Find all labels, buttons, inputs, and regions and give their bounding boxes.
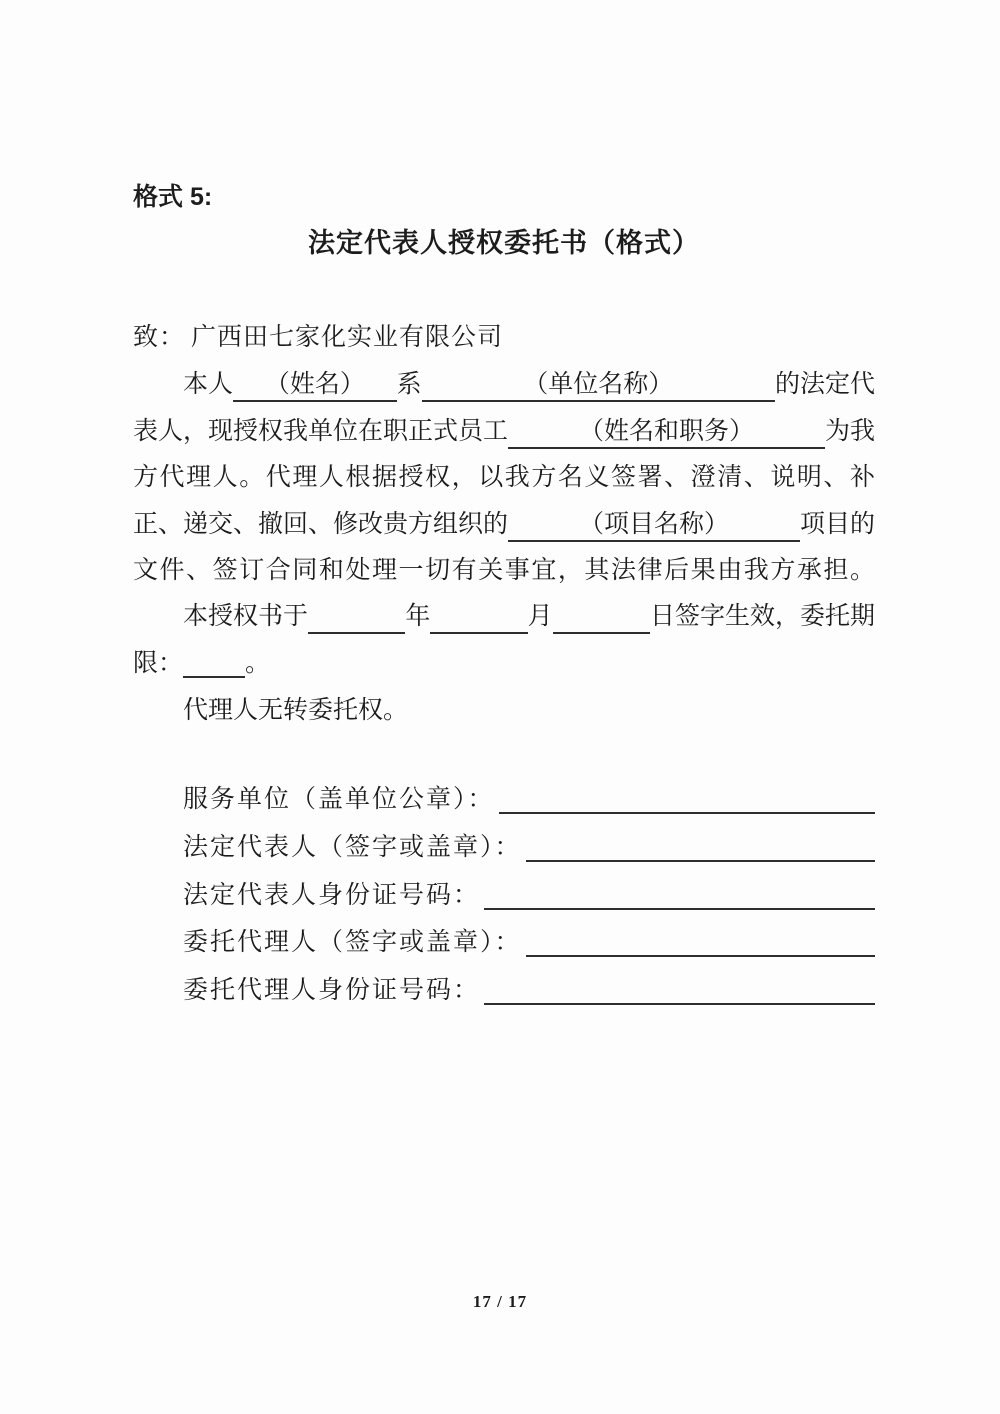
page-number: 17 / 17	[472, 1292, 528, 1311]
signature-label: 法定代表人（签字或盖章）：	[183, 833, 522, 861]
body-text: 限：	[133, 649, 184, 677]
body-text: 。	[245, 649, 271, 677]
year-blank	[308, 602, 405, 634]
signature-row-agent-sign	[133, 919, 875, 967]
day-blank	[553, 602, 650, 634]
project-name-blank-label: （项目名称）	[578, 510, 729, 538]
addressee-line	[133, 318, 875, 358]
entrust-period-line	[133, 641, 875, 688]
body-text: 的法定代	[774, 371, 875, 398]
unit-name-blank	[422, 370, 775, 402]
signature-underline	[484, 883, 875, 910]
period-blank	[183, 651, 245, 678]
name-blank-label: （姓名）	[264, 371, 365, 398]
signature-underline	[526, 835, 875, 862]
body-line-4	[133, 502, 875, 549]
signature-label: 委托代理人身份证号码：	[183, 977, 481, 1004]
signature-section	[133, 776, 875, 1015]
body-paragraph-effective-date	[133, 594, 875, 687]
body-text: 日签字生效，委托期	[649, 603, 875, 630]
no-subdelegation-paragraph	[133, 688, 875, 735]
body-line-3: 方代理人。代理人根据授权，以我方名义签署、澄清、说明、补	[133, 464, 875, 491]
body-text: 项目的	[799, 510, 875, 538]
name-title-blank-label: （姓名和职务）	[578, 417, 754, 445]
signature-row-legal-rep-id	[133, 872, 875, 920]
project-name-blank	[508, 510, 800, 542]
body-text: 本授权书于	[183, 603, 309, 630]
signature-row-legal-rep-sign	[133, 824, 875, 872]
body-line-2	[133, 409, 875, 456]
signature-label: 服务单位（盖单位公章）：	[183, 786, 495, 813]
signature-label: 法定代表人身份证号码：	[183, 881, 481, 909]
body-line-1	[133, 362, 875, 409]
body-text: 正、递交、撤回、修改贵方组织的	[133, 510, 509, 538]
addressee-company: 广西田七家化实业有限公司	[191, 324, 504, 351]
signature-underline	[526, 930, 875, 957]
month-blank	[430, 602, 527, 634]
name-blank	[233, 370, 397, 402]
document-title: 法定代表人授权委托书（格式）	[308, 228, 700, 258]
body-text: 系	[396, 371, 422, 398]
date-line	[133, 594, 875, 641]
body-text: 为我	[824, 417, 875, 445]
format-label: 格式 5:	[133, 183, 213, 211]
signature-row-service-unit	[133, 776, 875, 824]
name-title-blank	[508, 417, 825, 449]
body-paragraph-authorization	[133, 362, 875, 595]
signature-label: 委托代理人（签字或盖章）：	[183, 929, 522, 957]
year-label: 年	[405, 603, 431, 630]
signature-row-agent-id	[133, 967, 875, 1015]
signature-underline	[484, 978, 875, 1005]
addressee-prefix: 致：	[133, 324, 186, 351]
month-label: 月	[527, 603, 553, 630]
no-subdelegation-line: 代理人无转委托权。	[183, 697, 409, 724]
body-text: 本人	[183, 371, 234, 398]
unit-name-blank-label: （单位名称）	[523, 371, 674, 398]
signature-underline	[499, 787, 875, 814]
body-line-5: 文件、签订合同和处理一切有关事宜，其法律后果由我方承担。	[133, 557, 875, 584]
body-text: 表人，现授权我单位在职正式员工	[133, 417, 509, 445]
